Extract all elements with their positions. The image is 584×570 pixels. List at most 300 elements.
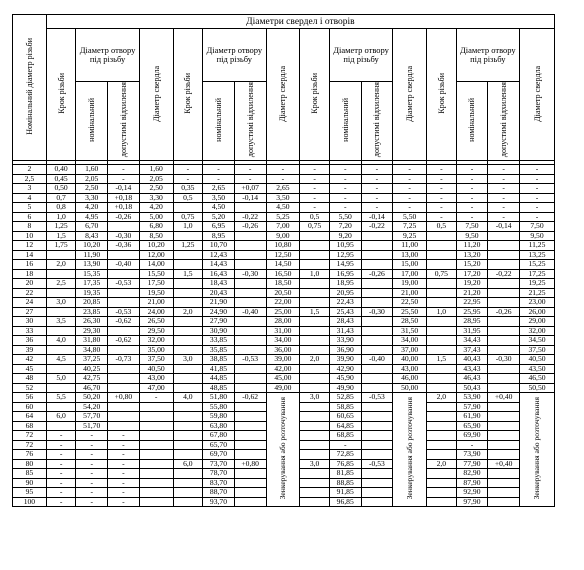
table-cell: 10,20 [76,241,108,251]
table-cell: 1,5 [300,307,330,317]
table-cell: - [266,165,300,175]
table-cell: 11,90 [76,250,108,260]
table-cell: - [46,469,76,479]
table-cell: 19,00 [393,279,427,289]
table-cell: 34,00 [266,336,300,346]
table-cell: - [234,165,266,175]
table-row [13,174,555,184]
table-cell: - [46,488,76,498]
table-row [13,184,555,194]
table-cell [488,260,520,270]
table-cell: 25,00 [266,307,300,317]
table-cell: 2,65 [203,184,235,194]
table-cell: 13,00 [393,250,427,260]
table-cell: 5 [13,203,47,213]
table-cell [427,440,457,450]
table-cell: 3,30 [139,193,173,203]
table-cell: 3 [13,184,47,194]
table-cell: 4,95 [76,212,108,222]
table-cell: -0,40 [108,260,140,270]
table-cell: 17,50 [139,279,173,289]
rotated-note-2: Зенкерування або розточування [404,397,414,500]
table-cell [173,383,203,393]
table-cell [108,345,140,355]
table-cell: 33 [13,326,47,336]
table-cell [234,345,266,355]
table-cell: 12,95 [329,250,361,260]
table-cell: 73,90 [456,450,488,460]
table-cell: 26,00 [520,307,555,317]
table-cell: 8,50 [139,231,173,241]
table-cell: -0,30 [108,231,140,241]
table-cell: 10,80 [266,241,300,251]
table-cell: 0,7 [46,193,76,203]
table-row [13,288,555,298]
table-cell: 51,80 [203,393,235,403]
table-cell [361,478,393,488]
table-cell: - [300,174,330,184]
table-cell: 95 [13,488,47,498]
table-cell: - [266,174,300,184]
table-cell [234,488,266,498]
table-cell: 36 [13,336,47,346]
table-cell: -0,14 [361,212,393,222]
table-cell: 88,85 [329,478,361,488]
table-cell: 0,45 [46,174,76,184]
table-cell [427,469,457,479]
table-row [13,345,555,355]
table-cell [427,250,457,260]
table-cell [361,298,393,308]
table-cell [46,421,76,431]
table-cell: 0,75 [173,212,203,222]
table-cell: - [427,174,457,184]
table-cell: 50,20 [76,393,108,403]
table-cell [300,326,330,336]
table-cell: 97,90 [456,497,488,507]
table-cell: 10,20 [139,241,173,251]
header-pitch-2: Крок різьби [173,29,203,161]
table-cell: 72 [13,440,47,450]
table-cell [173,497,203,507]
table-cell: 46,00 [393,374,427,384]
table-cell: 92,90 [456,488,488,498]
table-cell: 73,70 [203,459,235,469]
table-cell [361,412,393,422]
table-cell: 37,50 [520,345,555,355]
table-cell [488,488,520,498]
table-cell [234,364,266,374]
table-row [13,241,555,251]
table-cell: - [361,165,393,175]
table-cell: 87,90 [456,478,488,488]
table-cell: 9,50 [456,231,488,241]
table-cell: - [427,184,457,194]
table-row [13,279,555,289]
table-cell: 7,00 [266,222,300,232]
table-cell: 20,43 [203,288,235,298]
table-cell: 50,43 [456,383,488,393]
table-cell [488,279,520,289]
table-cell: 49,00 [266,383,300,393]
header-pitch-1: Крок різьби [46,29,76,161]
table-cell: +0,80 [234,459,266,469]
table-cell [488,317,520,327]
table-cell [108,288,140,298]
table-cell [173,402,203,412]
table-cell: 13,25 [520,250,555,260]
table-cell: 4,0 [46,336,76,346]
table-cell: 20,50 [266,288,300,298]
table-cell: 57,70 [76,412,108,422]
table-cell: - [329,165,361,175]
table-cell [427,402,457,412]
table-row [13,212,555,222]
header-drill-1: Діаметр свердла [139,29,173,161]
table-cell: -0,53 [361,459,393,469]
table-cell [361,421,393,431]
table-cell: 41,85 [203,364,235,374]
table-cell: - [76,440,108,450]
table-cell: 0,50 [46,184,76,194]
table-cell: - [520,184,555,194]
table-cell: 7,50 [520,222,555,232]
table-row [13,307,555,317]
table-cell: - [393,203,427,213]
table-cell: 21,00 [393,288,427,298]
table-cell [300,402,330,412]
table-cell [488,345,520,355]
table-cell: 2,65 [266,184,300,194]
table-cell: - [108,450,140,460]
table-cell [173,279,203,289]
table-cell [234,336,266,346]
table-cell: - [520,212,555,222]
table-cell [108,383,140,393]
table-cell: 27,90 [203,317,235,327]
table-cell [173,469,203,479]
table-cell [234,450,266,460]
table-cell [427,241,457,251]
table-cell: 31,95 [456,326,488,336]
table-cell: 23,00 [520,298,555,308]
table-cell: 14,50 [266,260,300,270]
table-cell: 26,30 [76,317,108,327]
table-cell: 1,0 [173,222,203,232]
table-cell: 10,95 [329,241,361,251]
table-row [13,383,555,393]
table-cell [300,374,330,384]
table-cell: 9,25 [393,231,427,241]
table-cell [173,440,203,450]
table-cell: -0,53 [108,279,140,289]
table-row [13,355,555,365]
table-cell: 58,85 [329,402,361,412]
table-cell: - [300,193,330,203]
table-cell [300,497,330,507]
table-cell: 81,85 [329,469,361,479]
table-cell [46,345,76,355]
table-cell [173,345,203,355]
table-cell: 8,95 [203,231,235,241]
table-cell [361,488,393,498]
table-cell: 31,43 [329,326,361,336]
table-cell: 28,95 [456,317,488,327]
table-cell: 25,95 [456,307,488,317]
table-cell [427,326,457,336]
table-cell: 30 [13,317,47,327]
table-cell [234,383,266,393]
table-cell: 65,90 [456,421,488,431]
table-cell: 83,70 [203,478,235,488]
table-cell [234,469,266,479]
table-row [13,222,555,232]
table-cell: 14,43 [203,260,235,270]
table-cell: 69,90 [456,431,488,441]
table-cell: 15,50 [139,269,173,279]
table-cell: 15,00 [393,260,427,270]
table-cell: 47,00 [139,383,173,393]
table-cell: 85 [13,469,47,479]
table-cell: 54,20 [76,402,108,412]
table-cell: 20,95 [329,288,361,298]
table-cell [139,431,173,441]
table-cell [361,288,393,298]
table-cell [139,497,173,507]
table-cell: -0,62 [108,317,140,327]
table-cell [488,250,520,260]
table-cell: 18,95 [329,279,361,289]
table-cell: 12,43 [203,250,235,260]
table-cell: 40,43 [456,355,488,365]
table-cell: 52 [13,383,47,393]
table-cell [488,336,520,346]
table-cell: 28,00 [266,317,300,327]
table-cell [300,469,330,479]
table-cell [520,393,555,507]
table-row [13,393,555,403]
table-cell: - [427,165,457,175]
table-cell [173,317,203,327]
table-cell: 72 [13,431,47,441]
table-cell: - [393,165,427,175]
table-row [13,231,555,241]
table-cell: -0,62 [234,393,266,403]
table-cell: 2,05 [76,174,108,184]
table-cell [488,383,520,393]
table-cell [108,222,140,232]
table-row [13,250,555,260]
table-cell: 16 [13,260,47,270]
table-cell: - [108,469,140,479]
table-cell [266,393,300,507]
table-row [13,326,555,336]
table-cell: 40,00 [393,355,427,365]
table-cell: 17,25 [520,269,555,279]
table-cell: - [520,193,555,203]
table-cell: -0,53 [234,355,266,365]
table-cell: 63,80 [203,421,235,431]
table-cell [361,374,393,384]
table-cell [361,231,393,241]
table-cell: 1,0 [46,212,76,222]
table-cell [46,307,76,317]
header-drill-2: Діаметр свердла [266,29,300,161]
table-cell [234,421,266,431]
table-cell: 6,0 [46,412,76,422]
table-cell [488,298,520,308]
table-cell: 42 [13,355,47,365]
table-cell: 34,50 [520,336,555,346]
table-cell [300,250,330,260]
table-cell [139,459,173,469]
table-cell [427,412,457,422]
table-cell [488,288,520,298]
table-cell [300,383,330,393]
table-cell [488,469,520,479]
table-cell [234,279,266,289]
table-cell: - [456,440,488,450]
table-cell: +0,07 [234,184,266,194]
table-cell [234,374,266,384]
table-cell: 50,50 [520,383,555,393]
table-cell [46,288,76,298]
table-cell: 39,90 [329,355,361,365]
table-cell [173,250,203,260]
table-cell: - [139,393,173,403]
table-cell: +0,80 [108,393,140,403]
table-cell: 57,90 [456,402,488,412]
table-cell: 3,0 [300,393,330,403]
table-cell: 32,00 [139,336,173,346]
table-cell: 21,20 [456,288,488,298]
table-cell: 42,90 [329,364,361,374]
table-cell: 22,00 [266,298,300,308]
header-hole-1: Діаметр отвору під різьбу [76,29,139,82]
table-cell: 16,43 [203,269,235,279]
table-cell: 49,90 [329,383,361,393]
table-cell: 6,95 [203,222,235,232]
table-cell [139,450,173,460]
table-row [13,374,555,384]
table-cell: 77,90 [456,459,488,469]
table-cell: 13,90 [76,260,108,270]
table-cell: -0,53 [361,393,393,403]
table-cell: 60,65 [329,412,361,422]
table-cell: 3,0 [46,298,76,308]
table-cell [108,269,140,279]
table-cell [108,421,140,431]
table-cell: 1,60 [76,165,108,175]
table-cell: 68 [13,421,47,431]
table-cell: 12,00 [139,250,173,260]
table-cell [173,288,203,298]
table-cell: 28,50 [393,317,427,327]
table-cell: 10 [13,231,47,241]
table-cell: 67,80 [203,431,235,441]
table-cell: - [427,193,457,203]
table-cell: - [46,497,76,507]
table-cell [234,478,266,488]
table-cell: 9,50 [520,231,555,241]
table-cell: 43,50 [520,364,555,374]
table-cell: 15,35 [76,269,108,279]
table-cell [361,383,393,393]
table-cell: 48 [13,374,47,384]
table-cell: 15,25 [520,260,555,270]
table-cell: 17,20 [456,269,488,279]
table-cell: 20 [13,279,47,289]
table-cell: - [361,184,393,194]
table-cell [46,383,76,393]
table-cell: 4,20 [76,203,108,213]
table-cell [488,364,520,374]
table-cell: 1,0 [300,269,330,279]
table-cell: 61,90 [456,412,488,422]
table-cell: 90 [13,478,47,488]
table-cell [46,269,76,279]
table-cell: 60 [13,402,47,412]
header-hole-4: Діаметр отвору під різьбу [456,29,519,82]
table-cell: 37,00 [393,345,427,355]
table-cell [427,488,457,498]
table-cell: 78,70 [203,469,235,479]
table-cell: - [46,459,76,469]
table-cell: 37,25 [76,355,108,365]
table-cell [300,364,330,374]
table-cell: +0,18 [108,193,140,203]
table-cell [108,250,140,260]
table-cell: 1,75 [46,241,76,251]
table-cell: - [456,174,488,184]
table-cell: - [108,488,140,498]
table-cell: -0,14 [108,184,140,194]
table-cell: 17,00 [393,269,427,279]
table-cell: 24 [13,298,47,308]
table-body [13,165,555,507]
table-cell: 20,85 [76,298,108,308]
table-cell: - [520,174,555,184]
table-cell [427,478,457,488]
table-cell: 0,75 [427,269,457,279]
table-cell [427,383,457,393]
table-row [13,203,555,213]
table-cell: 64 [13,412,47,422]
rotated-note-1: Зенкерування або розточування [277,397,287,500]
table-cell: 21,90 [203,298,235,308]
table-cell: 37,43 [456,345,488,355]
table-cell [488,478,520,488]
table-cell [427,336,457,346]
table-cell: 25,50 [393,307,427,317]
table-cell [234,402,266,412]
table-cell: - [393,193,427,203]
table-cell: +0,18 [108,203,140,213]
table-cell: 3,50 [266,193,300,203]
table-cell: 93,70 [203,497,235,507]
table-cell [361,450,393,460]
table-cell: 12 [13,241,47,251]
table-cell [361,431,393,441]
table-cell: 5,5 [46,393,76,403]
table-cell [427,374,457,384]
table-cell: 0,35 [173,184,203,194]
table-cell: 50,00 [393,383,427,393]
table-cell: 39 [13,345,47,355]
table-cell [361,364,393,374]
table-cell: 33,85 [203,336,235,346]
table-cell: - [427,212,457,222]
